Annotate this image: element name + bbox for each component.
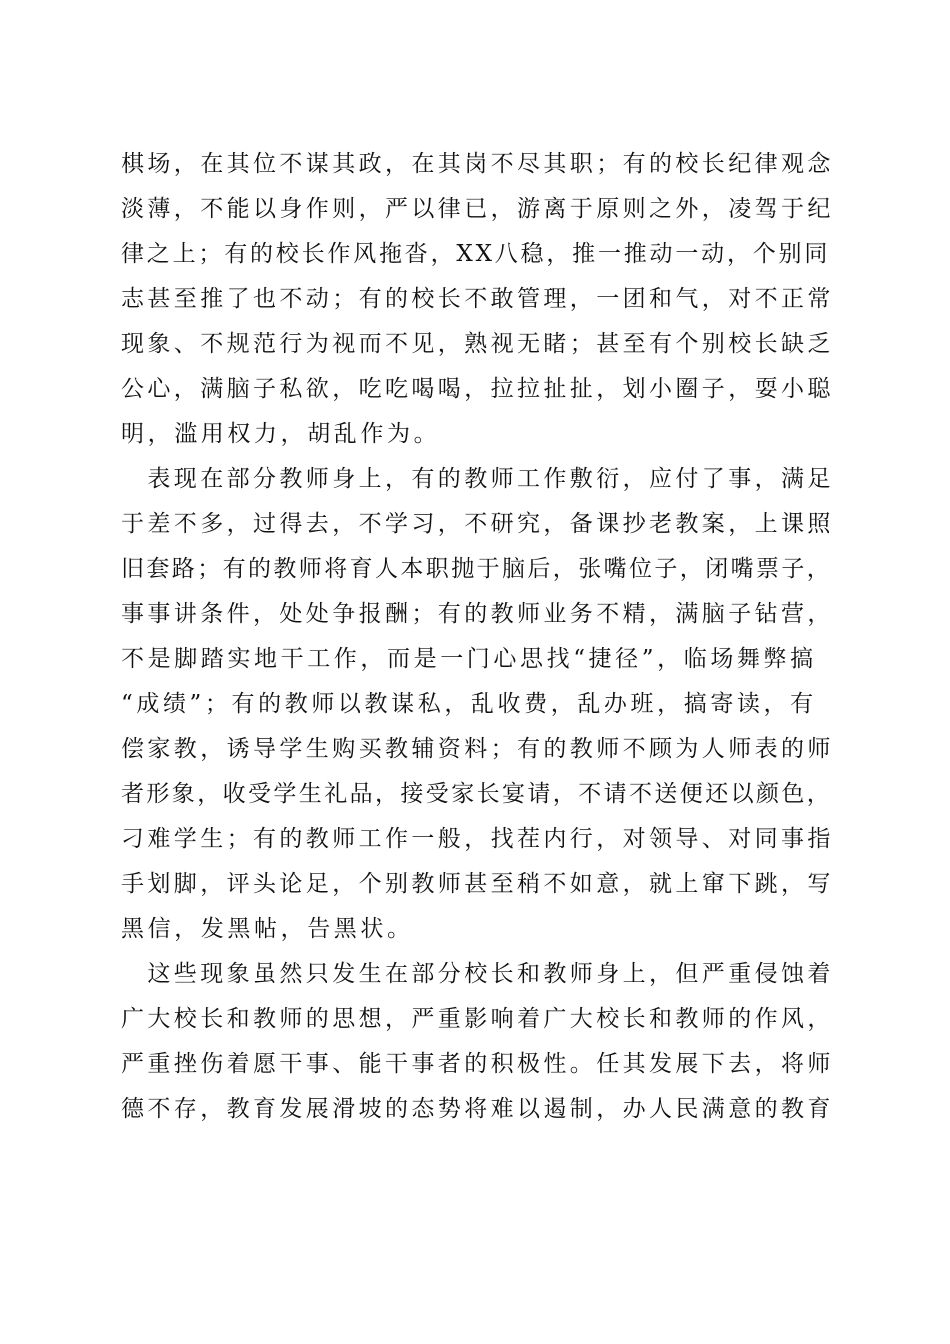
text-line: 德不存，教育发展滑坡的态势将难以遏制，办人民满意的教育 [121,1096,834,1122]
text-line: 黑信，发黑帖，告黑状。 [121,916,414,942]
text-line: 刁难学生；有的教师工作一般，找茬内行，对领导、对同事指 [121,826,834,852]
text-line: 手划脚，评头论足，个别教师甚至稍不如意，就上窜下跳，写 [121,871,834,897]
text-line: 严重挫伤着愿干事、能干事者的积极性。任其发展下去，将师 [121,1051,834,1077]
paragraph-consequences [121,952,833,1132]
paragraph-teachers [121,457,833,952]
text-line: 事事讲条件，处处争报酬；有的教师业务不精，满脑子钻营， [121,601,834,627]
text-line: 偿家教，诱导学生购买教辅资料；有的教师不顾为人师表的师 [121,736,834,762]
text-line: 律之上；有的校长作风拖沓，XX八稳，推一推动一动，个别同 [121,241,831,267]
text-line: 旧套路；有的教师将育人本职抛于脑后，张嘴位子，闭嘴票子， [121,556,833,582]
document-body [121,142,833,1132]
text-line: 志甚至推了也不动；有的校长不敢管理，一团和气，对不正常 [121,286,834,312]
text-line: 于差不多，过得去，不学习，不研究，备课抄老教案，上课照 [121,511,834,537]
text-line: 公心，满脑子私欲，吃吃喝喝，拉拉扯扯，划小圈子，耍小聪 [121,376,834,402]
text-line: 者形象，收受学生礼品，接受家长宴请，不请不送便还以颜色， [121,781,833,807]
text-line: 现象、不规范行为视而不见，熟视无睹；甚至有个别校长缺乏 [121,331,834,357]
text-line: “成绩”；有的教师以教谋私，乱收费，乱办班，搞寄读，有 [121,691,817,717]
text-line: 广大校长和教师的思想，严重影响着广大校长和教师的作风， [121,1006,834,1032]
text-line: 这些现象虽然只发生在部分校长和教师身上，但严重侵蚀着 [121,961,834,987]
text-line: 表现在部分教师身上，有的教师工作敷衍，应付了事，满足 [121,466,834,492]
text-line: 不是脚踏实地干工作，而是一门心思找“捷径”，临场舞弊搞 [121,646,817,672]
text-line: 明，滥用权力，胡乱作为。 [121,421,441,447]
text-line: 淡薄，不能以身作则，严以律已，游离于原则之外，凌驾于纪 [121,196,834,222]
paragraph-principals [121,142,833,457]
text-line: 棋场，在其位不谋其政，在其岗不尽其职；有的校长纪律观念 [121,151,834,177]
